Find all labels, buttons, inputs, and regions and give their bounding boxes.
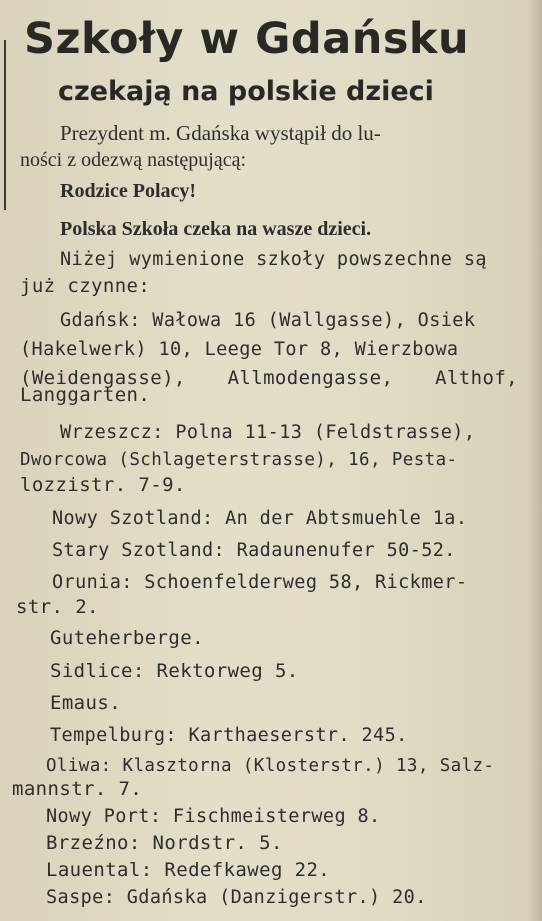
school-gdansk-line-1: Gdańsk: Wałowa 16 (Wallgasse), Osiek: [60, 310, 476, 331]
page-edge-shadow: [528, 0, 542, 921]
school-gdansk-line-2: (Hakelwerk) 10, Leege Tor 8, Wierzbowa: [20, 339, 459, 360]
school-guteherberge: Guteherberge.: [50, 627, 204, 649]
school-lauental: Lauental: Redefkaweg 22.: [46, 859, 331, 881]
school-emaus: Emaus.: [50, 692, 122, 714]
school-saspe: Saspe: Gdańska (Danzigerstr.) 20.: [46, 887, 427, 908]
school-stary-szotland: Stary Szotland: Radaunenufer 50-52.: [52, 540, 456, 561]
school-sidlice: Sidlice: Rektorweg 5.: [50, 660, 299, 682]
school-wrzeszcz-line-2: Dworcowa (Schlageterstrasse), 16, Pesta-: [20, 450, 458, 470]
headline: Szkoły w Gdańsku: [24, 14, 470, 64]
school-orunia-line-2: str. 2.: [16, 596, 99, 618]
column-rule: [4, 40, 6, 210]
school-wrzeszcz-line-3: lozzistr. 7-9.: [20, 474, 186, 496]
lead-line-1: Niżej wymienione szkoły powszechne są: [60, 249, 487, 270]
school-brzezno: Brzeźno: Nordstr. 5.: [46, 832, 283, 854]
school-gdansk-line-4: Langgarten.: [20, 384, 151, 406]
subheadline: czekają na polskie dzieci: [58, 76, 434, 107]
lead-line-2: już czynne:: [20, 275, 151, 297]
appeal-line-2: Polska Szkoła czeka na wasze dzieci.: [60, 218, 372, 240]
school-nowy-szotland: Nowy Szotland: An der Abtsmuehle 1a.: [52, 508, 468, 529]
school-tempelburg: Tempelburg: Karthaeserstr. 245.: [50, 725, 408, 746]
appeal-line-1: Rodzice Polacy!: [60, 180, 197, 202]
intro-line-1: Prezydent m. Gdańska wystąpił do lu-: [60, 121, 381, 145]
school-oliwa-line-1: Oliwa: Klasztorna (Klosterstr.) 13, Salz-: [46, 756, 495, 776]
school-orunia-line-1: Orunia: Schoenfelderweg 58, Rickmer-: [52, 572, 468, 593]
school-gdansk-line-3-part-3: Althof,: [435, 367, 518, 389]
school-nowy-port: Nowy Port: Fischmeisterweg 8.: [46, 806, 381, 827]
school-wrzeszcz-line-1: Wrzeszcz: Polna 11-13 (Feldstrasse),: [60, 422, 476, 443]
intro-line-2: ności z odezwą następującą:: [20, 149, 247, 171]
school-gdansk-line-3-part-2: Allmodengasse,: [227, 367, 394, 389]
school-gdansk-line-3-part-1: (Weidengasse),: [20, 367, 186, 389]
school-oliwa-line-2: mannstr. 7.: [12, 778, 143, 800]
